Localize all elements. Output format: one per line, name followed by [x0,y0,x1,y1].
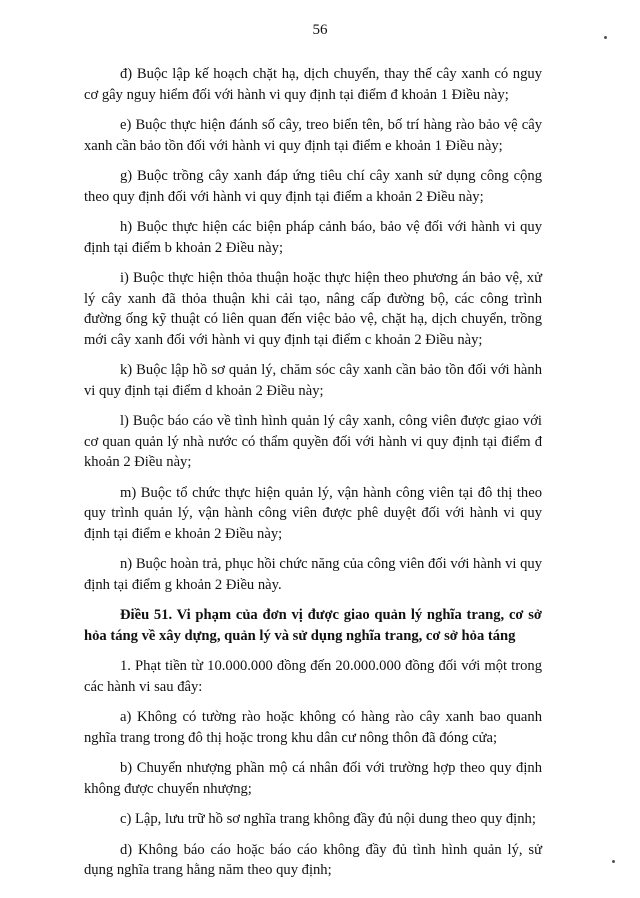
paragraph-l: l) Buộc báo cáo về tình hình quản lý cây xanh, công viên được giao với cơ quan quản lý nhà nước có thẩm quyền đối với hành vi quy định tại điểm đ khoản 2 Điều này; [84,413,542,470]
item-a: a) Không có tường rào hoặc không có hàng rào cây xanh bao quanh nghĩa trang trong đô thị hoặc trong khu dân cư nông thôn đã đóng cửa; [84,709,542,746]
document-body [84,64,542,891]
paragraph-n: n) Buộc hoàn trả, phục hồi chức năng của công viên đối với hành vi quy định tại điểm g khoản 2 Điều này. [84,556,542,593]
paragraph-h: h) Buộc thực hiện các biện pháp cảnh báo, bảo vệ đối với hành vi quy định tại điểm b khoản 2 Điều này; [84,219,542,256]
paragraph-i: i) Buộc thực hiện thỏa thuận hoặc thực hiện theo phương án bảo vệ, xử lý cây xanh đã thỏa thuận khi cải tạo, nâng cấp đường bộ, các công trình đường ống kỹ thuật có liên quan đến việc bảo vệ, chặt hạ, dịch chuyển, trồng mới cây xanh đối với hành vi quy định tại điểm c khoản 2 Điều này; [84,270,542,348]
paragraph-d-stroke: đ) Buộc lập kế hoạch chặt hạ, dịch chuyển, thay thế cây xanh có nguy cơ gây nguy hiểm đối với hành vi quy định tại điểm đ khoản 1 Điều này; [84,66,542,103]
paragraph-g: g) Buộc trồng cây xanh đáp ứng tiêu chí cây xanh sử dụng công cộng theo quy định đối với hành vi quy định tại điểm a khoản 2 Điều này; [84,168,542,205]
item-d: d) Không báo cáo hoặc báo cáo không đầy đủ tình hình quản lý, sử dụng nghĩa trang hằng năm theo quy định; [84,841,542,878]
clause-1: 1. Phạt tiền từ 10.000.000 đồng đến 20.000.000 đồng đối với một trong các hành vi sau đây: [84,658,542,695]
paragraph-m: m) Buộc tổ chức thực hiện quản lý, vận hành công viên tại đô thị theo quy trình quản lý, vận hành công viên được phê duyệt đối với hành vi quy định tại điểm e khoản 2 Điều này; [84,484,542,542]
scan-speck [604,36,607,39]
scan-speck [612,860,615,863]
item-b: b) Chuyển nhượng phần mộ cá nhân đối với trường hợp theo quy định không được chuyển nhượng; [84,760,542,797]
paragraph-k: k) Buộc lập hồ sơ quản lý, chăm sóc cây xanh cần bảo tồn đối với hành vi quy định tại điểm d khoản 2 Điều này; [84,362,542,399]
paragraph-e: e) Buộc thực hiện đánh số cây, treo biển tên, bố trí hàng rào bảo vệ cây xanh cần bảo tồn đối với hành vi quy định tại điểm e khoản 1 Điều này; [84,117,542,154]
page-number: 56 [312,22,328,38]
item-c: c) Lập, lưu trữ hồ sơ nghĩa trang không đầy đủ nội dung theo quy định; [120,811,536,827]
article-heading: Điều 51. Vi phạm của đơn vị được giao quản lý nghĩa trang, cơ sở hỏa táng về xây dựng, quản lý và sử dụng nghĩa trang, cơ sở hỏa táng [84,607,542,644]
